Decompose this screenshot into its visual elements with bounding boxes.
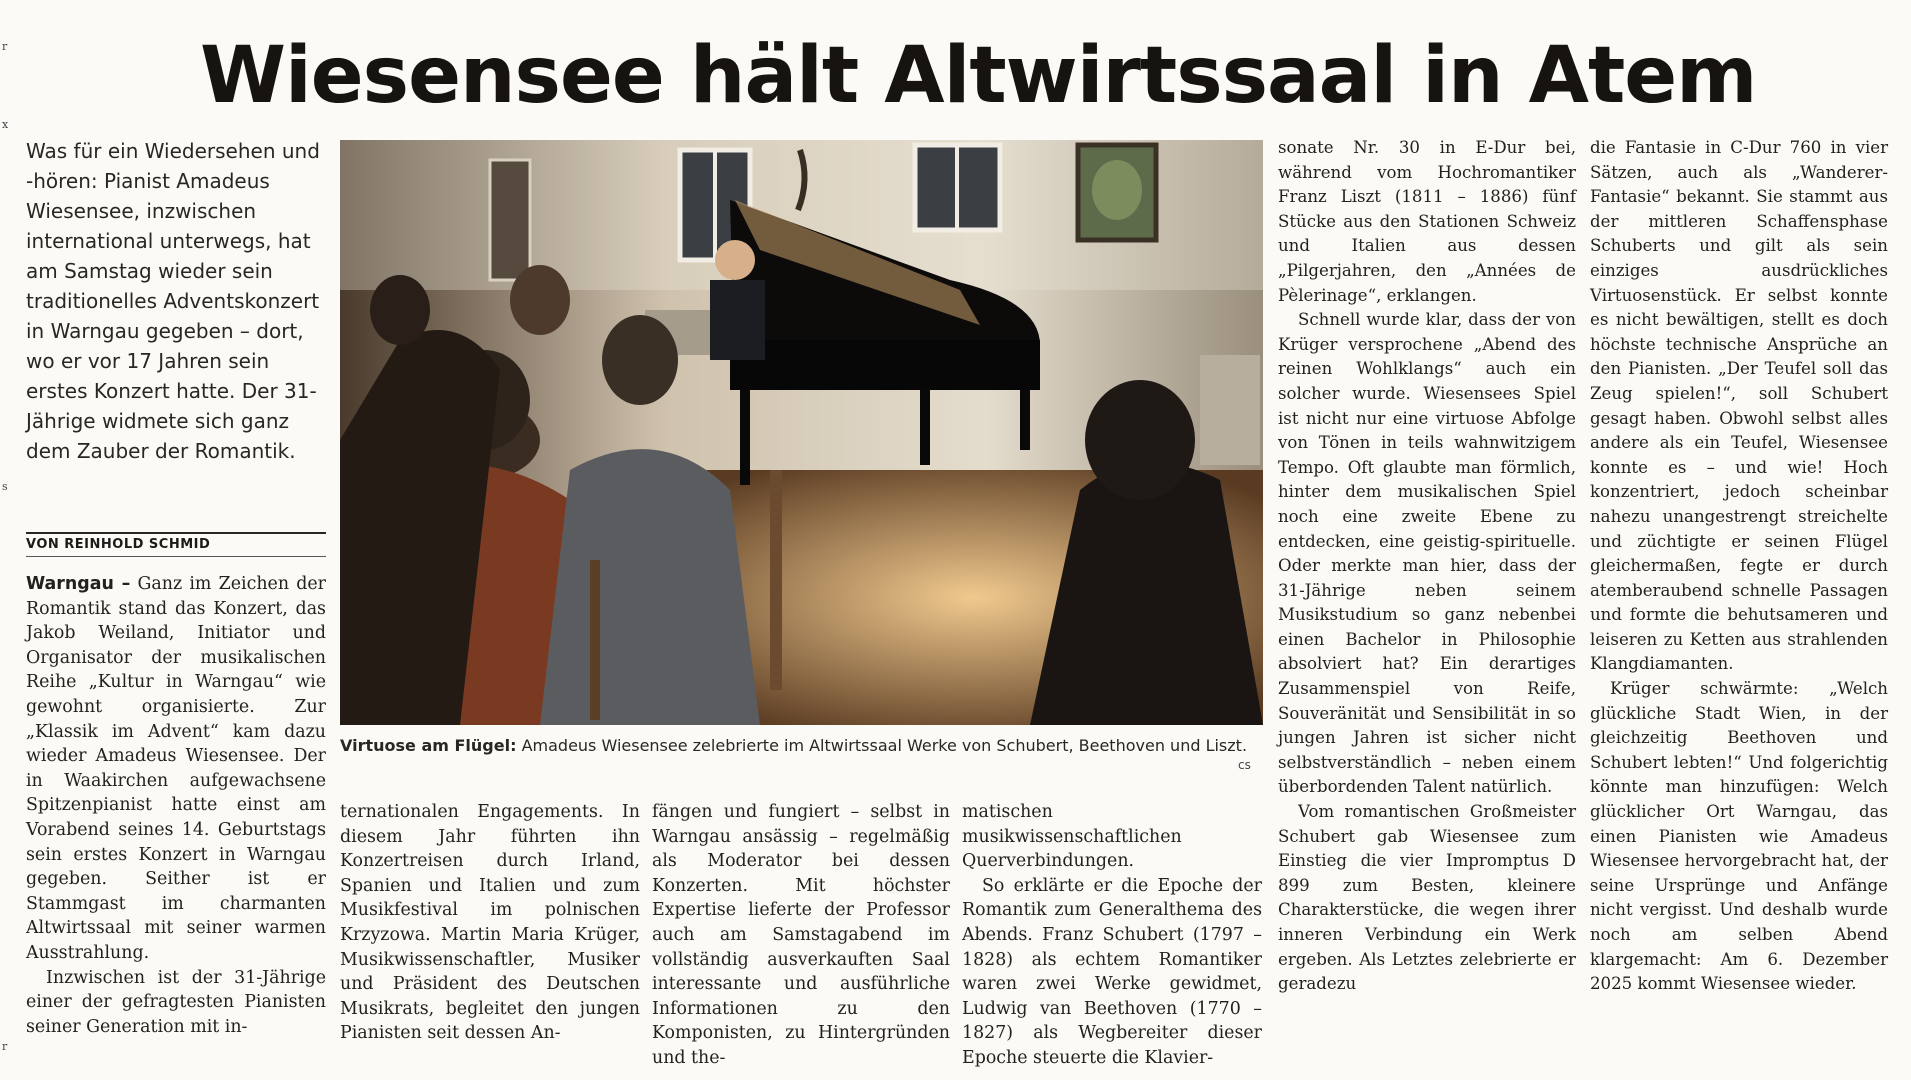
column-6-paragraph-1: die Fantasie in C-Dur 760 in vier Sätzen, auch als „Wanderer-Fantasie“ bekannt. Sie stammt aus der mittleren Schaffensphase Schuberts und gilt als sein einziges ausdrückliches Virtuosenstück. Er selbst konnte es nicht bewältigen, stellt es doch höchste technische Ansprüche an den Pianisten. „Der Teufel soll das Zeug spielen!“, soll Schubert gesagt haben. Obwohl selbst alles andere als ein Teufel, Wiesensee konnte es – und wie! Hoch konzentriert, jedoch scheinbar nahezu unangestrengt streichelte und züchtigte er seinen Flügel gleichermaßen, fegte er durch atemberaubend schnelle Passagen und formte die behutsameren und leiseren zu Ketten aus strahlenden Klangdiamanten. (1590, 138, 1888, 674)
article-column-2 (340, 800, 640, 1046)
lead-paragraph: Was für ein Wiedersehen und -hören: Pianist Amadeus Wiesensee, inzwischen international unterwegs, hat am Samstag wieder sein traditionelles Adventskonzert in Warngau gegeben – dort, wo er vor 17 Jahren sein erstes Konzert hatte. Der 31-Jährige widmete sich ganz dem Zauber der Romantik. (26, 139, 320, 463)
column-2-paragraph: ternationalen Engagements. In diesem Jahr führten ihn Konzertreisen durch Irland, Spanien und Italien und zum Musikfestival im polnischen Krzyzowa. Martin Maria Krüger, Musikwissenschaftler, Musiker und Präsident des Deutschen Musikrats, begleitet den jungen Pianisten seit dessen An- (340, 802, 640, 1044)
headline: Wiesensee hält Altwirtssaal in Atem (200, 31, 1757, 121)
photo-caption (340, 735, 1263, 757)
column-1-paragraph-2: Inzwischen ist der 31-Jährige einer der gefragtesten Pianisten seiner Generation mit in- (26, 967, 326, 1037)
article-column-4 (962, 800, 1262, 1071)
edge-glyph: s (2, 480, 8, 493)
article-column-6 (1590, 136, 1888, 997)
column-4-paragraph-1: matischen musikwissenschaftlichen Querverbindungen. (962, 802, 1182, 872)
column-1-paragraph-1: Warngau – Ganz im Zeichen der Romantik stand das Konzert, das Jakob Weiland, Initiator und Organisator der musikalischen Reihe „Kultur in Warngau“ wie gewohnt organisierte. Zur „Klassik im Advent“ kam dazu wieder Amadeus Wiesensee. Der in Waakirchen aufgewachsene Spitzenpianist hatte einst am Vorabend seines 14. Geburtstags sein erstes Konzert in Warngau gegeben. Seither ist er Stammgast im charmanten Altwirtssaal mit seiner warmen Ausstrahlung. (26, 574, 326, 963)
column-6-paragraph-2: Krüger schwärmte: „Welch glückliche Stadt Wien, in der gleichzeitig Beethoven und Schubert lebten!“ Und folgerichtig könnte man hinzufügen: Welch glücklicher Ort Warngau, das einen Pianisten wie Amadeus Wiesensee hervorgebracht hat, der seine Ursprünge und Anfänge nicht vergisst. Und deshalb wurde noch am selben Abend klargemacht: Am 6. Dezember 2025 kommt Wiesensee wieder. (1590, 679, 1888, 994)
edge-glyph: x (2, 118, 9, 131)
article-column-1 (26, 572, 326, 1039)
concert-photo (340, 140, 1263, 725)
photo-credit: cs (1238, 758, 1251, 772)
author-byline: VON REINHOLD SCHMID (26, 532, 326, 552)
column-5-paragraph-3: Vom romantischen Großmeister Schubert gab Wiesensee zum Einstieg die vier Impromptus D 899 zum Besten, kleinere Charakterstücke, die wegen ihrer inneren Verbindung ein Werk ergeben. Als Letztes zelebrierte er geradezu (1278, 802, 1576, 994)
byline-rule (26, 556, 326, 557)
caption-label: Virtuose am Flügel: (340, 736, 517, 755)
column-5-paragraph-2: Schnell wurde klar, dass der von Krüger versprochene „Abend des reinen Wohlklangs“ auch ein solcher wurde. Wiesensees Spiel ist nicht nur eine virtuose Abfolge von Tönen in teils wahnwitzigem Tempo. Oft glaubte man förmlich, hinter dem musikalischen Spiel noch eine zweite Ebene zu entdecken, eine geistig-spirituelle. Oder merkte man hier, dass der 31-Jährige neben seinem Musikstudium so ganz nebenbei einen Bachelor in Philosophie absolviert hat? Ein derartiges Zusammenspiel von Reife, Souveränität und Sensibilität in so jungen Jahren ist sicher nicht selbstverständlich – neben einem überbordenden Talent natürlich. (1278, 310, 1576, 797)
edge-glyph: r (2, 40, 8, 53)
dateline: Warngau – (26, 574, 131, 594)
article-column-5 (1278, 136, 1576, 997)
edge-glyph: r (2, 1040, 8, 1053)
article-column-3 (652, 800, 950, 1071)
caption-text: Amadeus Wiesensee zelebrierte im Altwirtssaal Werke von Schubert, Beethoven und Liszt. (516, 736, 1248, 755)
column-3-paragraph: fängen und fungiert – selbst in Warngau ansässig – regelmäßig als Moderator bei dessen Konzerten. Mit höchster Expertise lieferte der Professor auch am Samstagabend im vollständig ausverkauften Saal interessante und ausführliche Informationen zu den Komponisten, zu Hintergründen und the- (652, 802, 950, 1068)
column-4-paragraph-2: So erklärte er die Epoche der Romantik zum Generalthema des Abends. Franz Schubert (1797 – 1828) als echtem Romantiker waren zwei Werke gewidmet, Ludwig van Beethoven (1770 – 1827) als Wegbereiter dieser Epoche steuerte die Klavier- (962, 875, 1262, 1068)
column-5-paragraph-1: sonate Nr. 30 in E-Dur bei, während vom Hochromantiker Franz Liszt (1811 – 1886) fünf Stücke aus den Stationen Schweiz und Italien aus dessen „Pilgerjahren, den „Années de Pèlerinage“, erklangen. (1278, 138, 1576, 305)
